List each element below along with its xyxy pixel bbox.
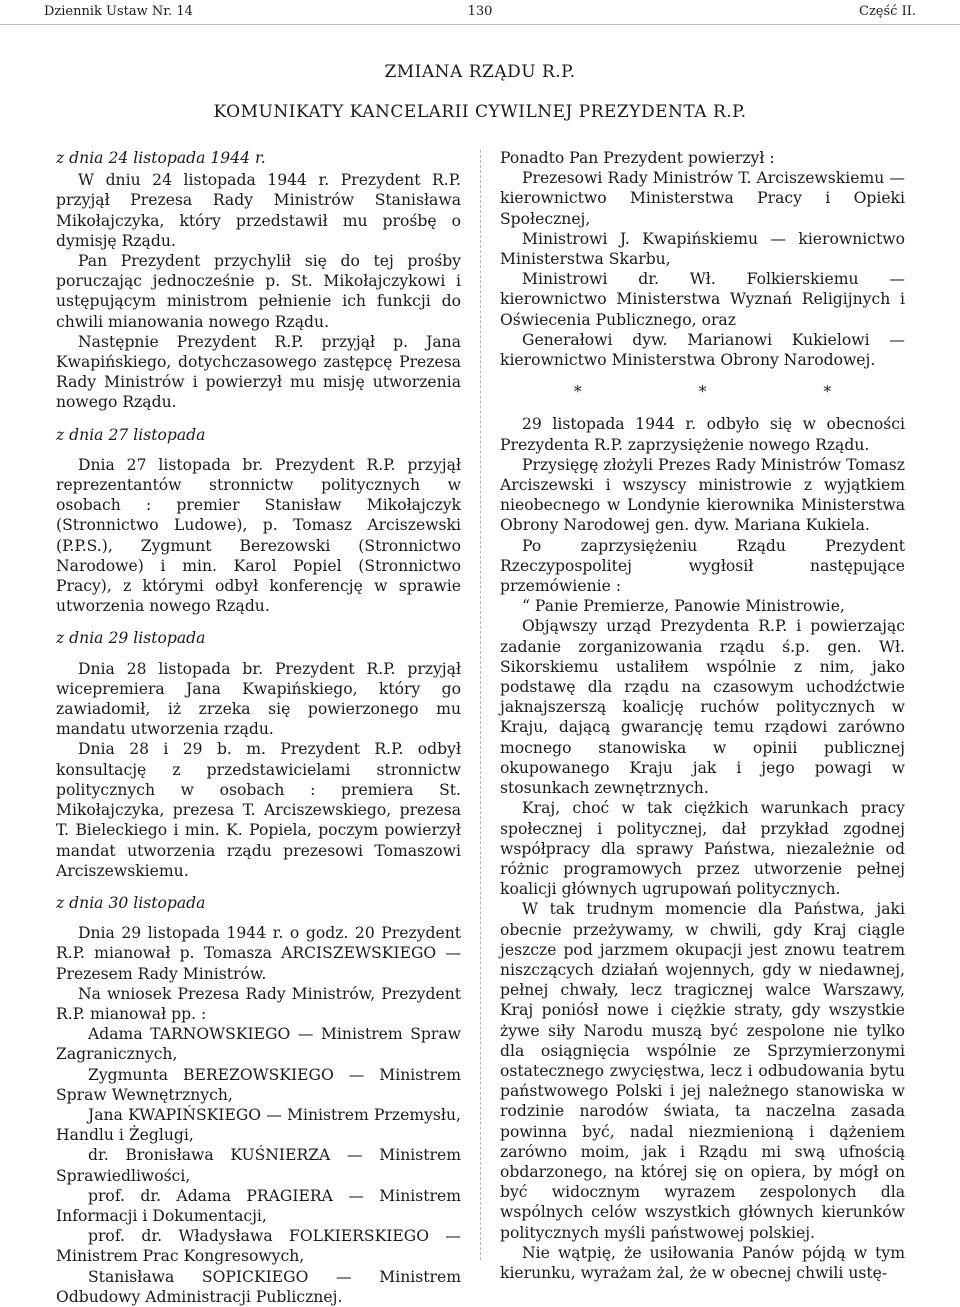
paragraph: W dniu 24 listopada 1944 r. Prezydent R.P. przyjął Prezesa Rady Ministrów Stanisława Mikołajczyka, który przedstawił mu prośbę o dymisję Rządu. — [56, 171, 461, 250]
main-heading: ZMIANA RZĄDU R.P. — [384, 62, 576, 82]
sub-heading: KOMUNIKATY KANCELARII CYWILNEJ PREZYDENTA R.P. — [213, 102, 747, 122]
assignment-entry: Prezesowi Rady Ministrów T. Arciszewskiemu — kierownictwo Ministerstwa Pracy i Opieki Społecznej, — [500, 169, 905, 228]
paragraph: “ Panie Premierze, Panowie Ministrowie, — [522, 597, 845, 616]
paragraph: Następnie Prezydent R.P. przyjął p. Jana Kwapińskiego, dotychczasowego zastępcę Prezesa Rady Ministrów i powierzył mu misję utworzenia nowego Rządu. — [56, 332, 461, 412]
assignment-entry: Ministrowi dr. Wł. Folkierskiemu — kierownictwo Ministerstwa Wyznań Religijnych i Oświecenia Publicznego, oraz — [500, 270, 905, 329]
appointment-entry: Jana KWAPIŃSKIEGO — Ministrem Przemysłu, Handlu i Żeglugi, — [56, 1105, 461, 1145]
assignment-entry: Ministrowi J. Kwapińskiemu — kierownictwo Ministerstwa Skarbu, — [500, 229, 905, 269]
paragraph: Kraj, choć w tak ciężkich warunkach pracy społecznej i politycznej, dał przykład zgodnej współpracy dla sprawy Państwa, niezależnie od różnic programowych przez utworzenie pełnej koalicji głównych ugrupowań politycznych. — [500, 799, 905, 899]
appointment-entry: Stanisława SOPICKIEGO — Ministrem Odbudowy Administracji Publicznej. — [56, 1267, 461, 1306]
paragraph: W tak trudnym momencie dla Państwa, jaki obecnie przeżywamy, w chwili, gdy Kraj ciągle jeszcze pod jarzmem okupacji jest znowu teatrem niszczących działań wojennych, gdy w niedawnej, pełnej chwały, lecz tragicznej walce Warszawy, Kraj poniósł nowe i ciężkie straty, gdy wszystkie żywe siły Narodu muszą być zespolone nie tylko dla osiągnięcia wspólnie ze Sprzymierzonymi ostatecznego zwycięstwa, lecz i odbudowania bytu państwowego Polski i jej należnego stanowiska w rodzinie narodów świata, ta naczelna zasada powinna być, nadal niezmienioną i dążeniem zarówno moim, jak i Rządu mi swą ufnością obdarzonego, na której się on opiera, by mógł on być widocznym wyrazem zespolonych dla wspólnych celów wszystkich głównych kierunków politycznych myśli państwowej polskiej. — [500, 900, 905, 1242]
date-heading: z dnia 30 listopada — [56, 893, 206, 912]
appointment-entry: Adama TARNOWSKIEGO — Ministrem Spraw Zagranicznych, — [56, 1025, 461, 1064]
date-heading: z dnia 24 listopada 1944 r. — [56, 149, 266, 167]
assignment-entry: Generałowi dyw. Marianowi Kukielowi — kierownictwo Ministerstwa Obrony Narodowej. — [500, 330, 905, 370]
section-separator: * * * — [573, 383, 888, 402]
appointment-entry: dr. Bronisława KUŚNIERZA — Ministrem Sprawiedliwości, — [56, 1146, 461, 1185]
right-column — [500, 148, 905, 1283]
paragraph: Pan Prezydent przychylił się do tej prośby poruczając jednocześnie p. St. Mikołajczykowi i ustępującym ministrom pełnienie ich funkcji do chwili mianowania nowego Rządu. — [56, 252, 461, 331]
running-header — [0, 0, 960, 25]
paragraph: Dnia 28 i 29 b. m. Prezydent R.P. odbył konsultację z przedstawicielami stronnictw politycznych w osobach : premiera St. Mikołajczyka, prezesa T. Arciszewskiego, prezesa T. Bieleckiego i min. K. Popiela, poczym powierzył mandat utworzenia rządu prezesowi Tomaszowi Arciszewskiemu. — [56, 740, 461, 880]
paragraph: Dnia 29 listopada 1944 r. o godz. 20 Prezydent R.P. mianował p. Tomasza ARCISZEWSKIEGO — Prezesem Rady Ministrów. — [56, 924, 461, 983]
paragraph: Ponadto Pan Prezydent powierzył : — [500, 149, 775, 167]
paragraph: Dnia 28 listopada br. Prezydent R.P. przyjął wicepremiera Jana Kwapińskiego, który go zawiadomił, iż zrzeka się powierzonego mu mandatu utworzenia rządu. — [56, 659, 461, 739]
date-heading: z dnia 29 listopada — [56, 629, 206, 648]
paragraph: Przysięgę złożyli Prezes Rady Ministrów Tomasz Arciszewski i wszyscy ministrowie z wyjątkiem nieobecnego w Londynie kierownika Ministerstwa Obrony Narodowej gen. dyw. Mariana Kukiela. — [500, 455, 905, 535]
paragraph: Objąwszy urząd Prezydenta R.P. i powierzając zadanie zorganizowania rządu ś.p. gen. Wł. Sikorskiemu ustaliłem wspólnie z nim, jako podstawę dla rządu na czasowym uchodźctwie jaknajszerszą koalicję ruchów politycznych w Kraju, dającą gwarancję temu rządowi zarówno mocnego stanowiska w opinii publicznej okupowanego Kraju jak i jego powagi w stosunkach zewnętrznych. — [500, 617, 905, 798]
paragraph: Nie wątpię, że usiłowania Panów pójdą w tym kierunku, wyrażam żal, że w obecnej chwili ustę- — [500, 1243, 905, 1282]
column-divider — [480, 150, 481, 1260]
paragraph: Dnia 27 listopada br. Prezydent R.P. przyjął reprezentantów stronnictw politycznych w osobach : premier Stanisław Mikołajczyk (Stronnictwo Ludowe), p. Tomasz Arciszewski (P.P.S.), Zygmunt Berezowski (Stronnictwo Narodowe) i min. Karol Popiel (Stronnictwo Pracy), z którymi odbył konferencję w sprawie utworzenia nowego Rządu. — [56, 455, 461, 616]
appointment-entry: prof. dr. Adama PRAGIERA — Ministrem Informacji i Dokumentacji, — [56, 1186, 461, 1225]
page-number: 130 — [467, 4, 493, 19]
date-heading: z dnia 27 listopada — [56, 425, 206, 444]
appointment-entry: Zygmunta BEREZOWSKIEGO — Ministrem Spraw Wewnętrznych, — [56, 1065, 461, 1104]
journal-title: Dziennik Ustaw Nr. 14 — [44, 4, 193, 19]
paragraph: Po zaprzysiężeniu Rządu Prezydent Rzeczypospolitej wygłosił następujące przemówienie : — [500, 536, 905, 596]
appointment-entry: prof. dr. Władysława FOLKIERSKIEGO — Ministrem Prac Kongresowych, — [56, 1227, 461, 1266]
part-label: Część II. — [859, 4, 916, 19]
left-column — [56, 148, 461, 1307]
paragraph: 29 listopada 1944 r. odbyło się w obecności Prezydenta R.P. zaprzysiężenie nowego Rządu. — [500, 415, 905, 454]
paragraph: Na wniosek Prezesa Rady Ministrów, Prezydent R.P. mianował pp. : — [56, 984, 461, 1023]
